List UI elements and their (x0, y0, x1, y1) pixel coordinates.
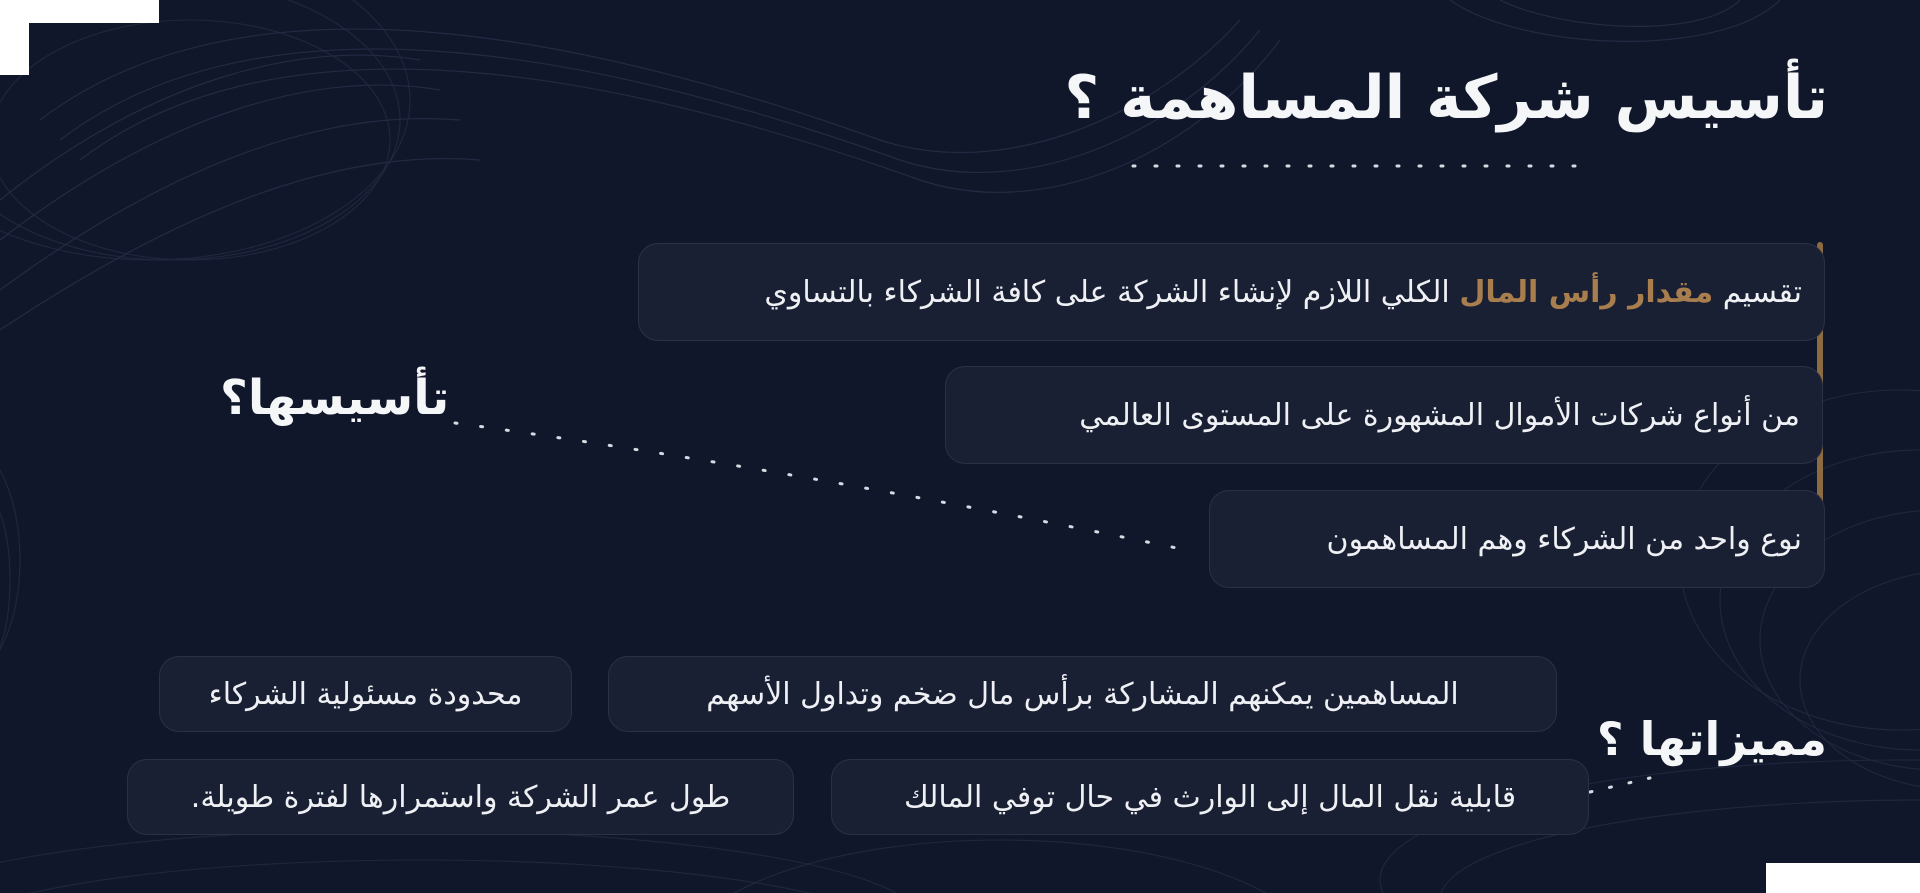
capital-highlight: مقدار رأس المال (1459, 274, 1714, 310)
feature-inheritance: قابلية نقل المال إلى الوارث في حال توفي المالك (831, 759, 1589, 835)
features-dotted-connector (1590, 778, 1650, 792)
definition-card-capital (638, 243, 1825, 341)
partners-text: نوع واحد من الشركاء وهم المساهمون (1326, 521, 1802, 557)
features-question: مميزاتها ؟ (1596, 712, 1827, 766)
definition-card-partners (1209, 490, 1825, 588)
definition-card-types (945, 366, 1823, 464)
corner-block-bottom-right (1766, 863, 1920, 893)
page-title: تأسيس شركة المساهمة ؟ (1064, 63, 1828, 133)
corner-block-left (0, 23, 29, 75)
corner-block-top (0, 0, 159, 23)
feature-limited-liability: محدودة مسئولية الشركاء (159, 656, 572, 732)
capital-text: تقسيم مقدار رأس المال الكلي اللازم لإنشاء الشركة على كافة الشركاء بالتساوي (764, 274, 1802, 310)
types-text: من أنواع شركات الأموال المشهورة على المستوى العالمي (1079, 397, 1800, 433)
feature-longevity: طول عمر الشركة واستمرارها لفترة طويلة. (127, 759, 794, 835)
founding-question: تأسيسها؟ (220, 370, 450, 426)
feature-shareholders: المساهمين يمكنهم المشاركة برأس مال ضخم وتداول الأسهم (608, 656, 1557, 732)
